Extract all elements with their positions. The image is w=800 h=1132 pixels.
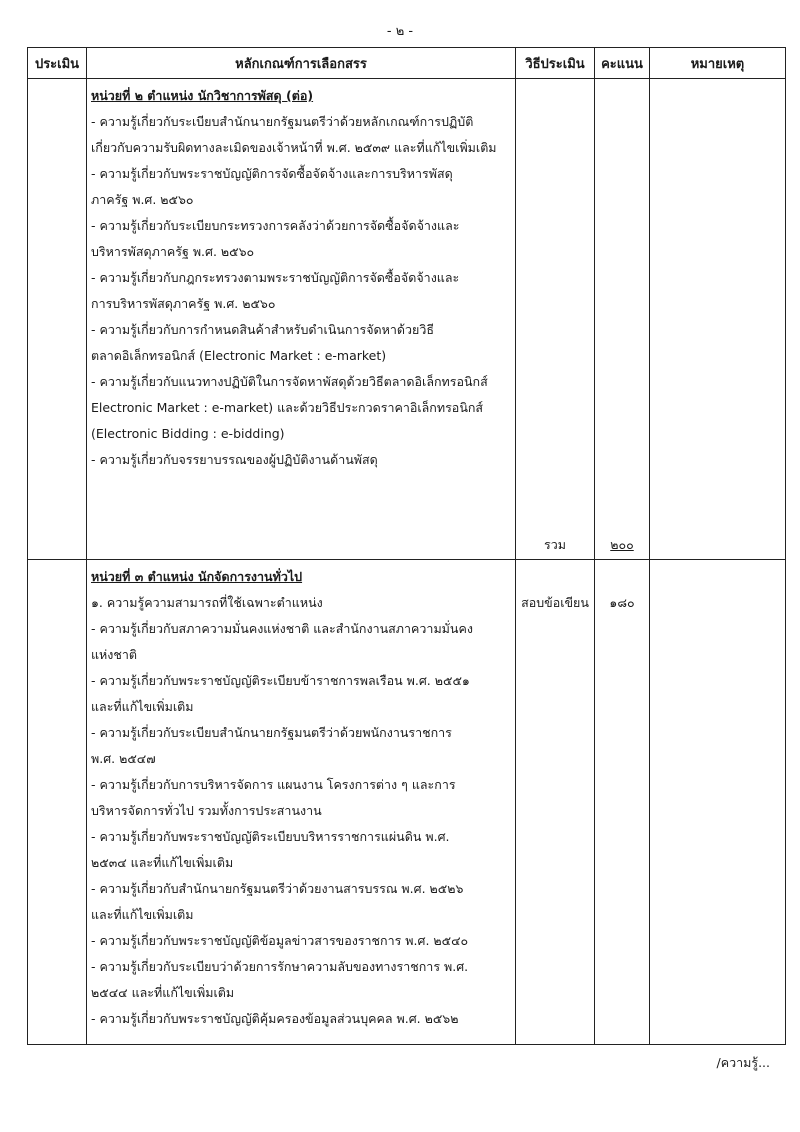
criteria-line: ตลาดอิเล็กทรอนิกส์ (Electronic Market : e-market) — [91, 348, 387, 363]
evaluate-cell — [28, 79, 87, 560]
criteria-line: - ความรู้เกี่ยวกับสำนักนายกรัฐมนตรีว่าด้วยงานสารบรรณ พ.ศ. ๒๕๒๖ — [91, 881, 464, 896]
method-value: สอบข้อเขียน — [521, 595, 589, 610]
score-value: ๑๘๐ — [609, 595, 635, 610]
method-cell — [516, 560, 595, 1045]
criteria-line: - ความรู้เกี่ยวกับพระราชบัญญัติระเบียบบริหารราชการแผ่นดิน พ.ศ. — [91, 829, 450, 844]
criteria-line: - ความรู้เกี่ยวกับแนวทางปฏิบัติในการจัดหาพัสดุด้วยวิธีตลาดอิเล็กทรอนิกส์ — [91, 374, 488, 389]
remark-cell — [650, 560, 786, 1045]
header-remark: หมายเหตุ — [650, 48, 786, 79]
continuation-text: /ความรู้... — [716, 1055, 770, 1070]
criteria-line: ๒๕๔๔ และที่แก้ไขเพิ่มเติม — [91, 985, 235, 1000]
criteria-line: พ.ศ. ๒๕๔๗ — [91, 751, 156, 766]
evaluate-cell — [28, 560, 87, 1045]
criteria-line: และที่แก้ไขเพิ่มเติม — [91, 907, 194, 922]
criteria-line: เกี่ยวกับความรับผิดทางละเมิดของเจ้าหน้าที่ พ.ศ. ๒๕๓๙ และที่แก้ไขเพิ่มเติม — [91, 140, 497, 155]
total-label: รวม — [544, 537, 566, 552]
criteria-line: - ความรู้เกี่ยวกับระเบียบว่าด้วยการรักษาความลับของทางราชการ พ.ศ. — [91, 959, 469, 974]
criteria-line: - ความรู้เกี่ยวกับการกำหนดสินค้าสำหรับดำเนินการจัดหาด้วยวิธี — [91, 322, 435, 337]
score-cell — [595, 79, 650, 560]
unit-title: หน่วยที่ ๓ ตำแหน่ง นักจัดการงานทั่วไป — [91, 569, 303, 584]
criteria-line: - ความรู้เกี่ยวกับพระราชบัญญัติข้อมูลข่าวสารของราชการ พ.ศ. ๒๕๔๐ — [91, 933, 469, 948]
criteria-line: - ความรู้เกี่ยวกับระเบียบสำนักนายกรัฐมนตรีว่าด้วยพนักงานราชการ — [91, 725, 452, 740]
criteria-line: - ความรู้เกี่ยวกับการบริหารจัดการ แผนงาน โครงการต่าง ๆ และการ — [91, 777, 456, 792]
section-unit-3-row — [28, 560, 786, 1045]
header-criteria: หลักเกณฑ์การเลือกสรร — [87, 48, 516, 79]
criteria-line: Electronic Market : e-market) และด้วยวิธีประกวดราคาอิเล็กทรอนิกส์ — [91, 400, 484, 415]
method-cell — [516, 79, 595, 560]
criteria-line: (Electronic Bidding : e-bidding) — [91, 426, 285, 441]
criteria-line: การบริหารพัสดุภาครัฐ พ.ศ. ๒๕๖๐ — [91, 296, 276, 311]
unit-title: หน่วยที่ ๒ ตำแหน่ง นักวิชาการพัสดุ (ต่อ) — [91, 88, 314, 103]
criteria-line: ๒๕๓๔ และที่แก้ไขเพิ่มเติม — [91, 855, 234, 870]
remark-cell — [650, 79, 786, 560]
criteria-line: - ความรู้เกี่ยวกับระเบียบกระทรวงการคลังว่าด้วยการจัดซื้อจัดจ้างและ — [91, 218, 460, 233]
page-number: - ๒ - — [386, 24, 414, 39]
criteria-cell — [87, 79, 516, 560]
criteria-line: - ความรู้เกี่ยวกับพระราชบัญญัติการจัดซื้อจัดจ้างและการบริหารพัสดุ — [91, 166, 453, 181]
criteria-line: บริหารพัสดุภาครัฐ พ.ศ. ๒๕๖๐ — [91, 244, 255, 259]
header-method: วิธีประเมิน — [516, 48, 595, 79]
criteria-line: - ความรู้เกี่ยวกับจรรยาบรรณของผู้ปฏิบัติงานด้านพัสดุ — [91, 452, 378, 467]
score-cell — [595, 560, 650, 1045]
criteria-table — [27, 47, 786, 1045]
table-header-row — [28, 48, 786, 79]
criteria-line: แห่งชาติ — [91, 647, 138, 662]
criteria-line: - ความรู้เกี่ยวกับระเบียบสำนักนายกรัฐมนตรีว่าด้วยหลักเกณฑ์การปฏิบัติ — [91, 114, 474, 129]
section-unit-2-row — [28, 79, 786, 560]
criteria-line: - ความรู้เกี่ยวกับสภาความมั่นคงแห่งชาติ และสำนักงานสภาความมั่นคง — [91, 621, 473, 636]
criteria-line: - ความรู้เกี่ยวกับพระราชบัญญัติคุ้มครองข้อมูลส่วนบุคคล พ.ศ. ๒๕๖๒ — [91, 1011, 459, 1026]
criteria-line: และที่แก้ไขเพิ่มเติม — [91, 699, 194, 714]
criteria-line: บริหารจัดการทั่วไป รวมทั้งการประสานงาน — [91, 803, 322, 818]
criteria-line: ภาครัฐ พ.ศ. ๒๕๖๐ — [91, 192, 194, 207]
criteria-cell — [87, 560, 516, 1045]
total-score: ๒๐๐ — [610, 537, 634, 552]
criteria-line: ๑. ความรู้ความสามารถที่ใช้เฉพาะตำแหน่ง — [91, 595, 323, 610]
header-evaluate: ประเมิน — [28, 48, 87, 79]
criteria-line: - ความรู้เกี่ยวกับกฎกระทรวงตามพระราชบัญญัติการจัดซื้อจัดจ้างและ — [91, 270, 460, 285]
header-score: คะแนน — [595, 48, 650, 79]
criteria-line: - ความรู้เกี่ยวกับพระราชบัญญัติระเบียบข้าราชการพลเรือน พ.ศ. ๒๕๕๑ — [91, 673, 470, 688]
